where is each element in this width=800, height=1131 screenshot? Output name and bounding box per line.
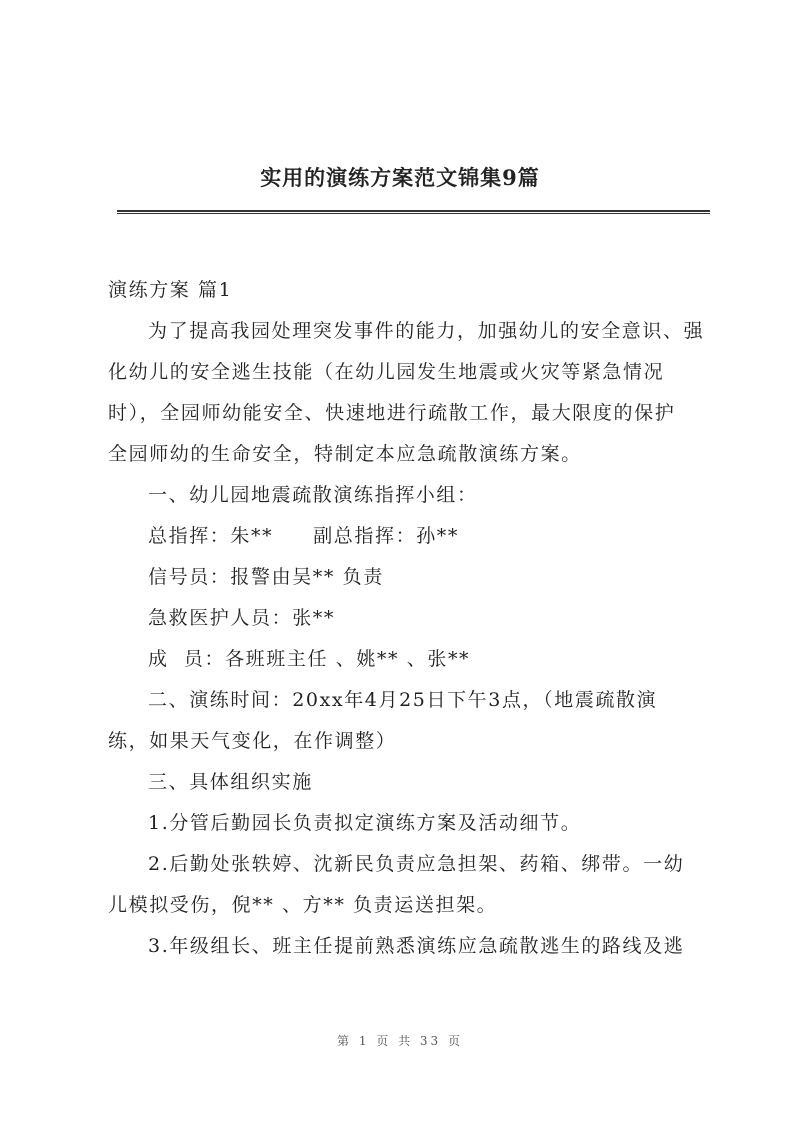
implementation-item-2-line-1: 2.后勤处张轶婷、沈新民负责应急担架、药箱、绑带。一幼 xyxy=(148,853,685,875)
members-line: 成 员：各班班主任 、姚** 、张** xyxy=(148,648,471,670)
implementation-item-3: 3.年级组长、班主任提前熟悉演练应急疏散逃生的路线及逃 xyxy=(148,935,685,957)
signal-line: 信号员：报警由吴** 负责 xyxy=(148,566,384,588)
document-title: 实用的演练方案范文锦集9篇 xyxy=(260,165,540,190)
section-heading: 演练方案 篇1 xyxy=(108,279,233,301)
implementation-heading: 三、具体组织实施 xyxy=(148,771,313,793)
commander-line xyxy=(108,516,708,557)
page-footer: 第 1 页 共 33 页 xyxy=(337,1034,463,1048)
document-body xyxy=(108,270,708,967)
time-line-1: 二、演练时间：20xx年4月25日下午3点，（地震疏散演 xyxy=(148,689,658,711)
intro-line-1: 为了提高我园处理突发事件的能力，加强幼儿的安全意识、强 xyxy=(148,320,705,342)
medical-line: 急救医护人员：张** xyxy=(148,607,336,629)
title-divider xyxy=(117,210,710,214)
commander-text: 总指挥：朱** xyxy=(148,525,274,547)
time-line-2: 练，如果天气变化，在作调整） xyxy=(108,730,397,752)
vice-commander-text: 副总指挥：孙** xyxy=(313,525,460,547)
intro-line-3: 时），全园师幼能安全、快速地进行疏散工作，最大限度的保护 xyxy=(108,402,676,424)
intro-line-4: 全园师幼的生命安全，特制定本应急疏散演练方案。 xyxy=(108,443,582,465)
group-heading: 一、幼儿园地震疏散演练指挥小组： xyxy=(148,484,478,506)
implementation-item-1: 1.分管后勤园长负责拟定演练方案及活动细节。 xyxy=(148,812,582,834)
intro-line-2: 化幼儿的安全逃生技能（在幼儿园发生地震或火灾等紧急情况 xyxy=(108,361,665,383)
implementation-item-2-line-2: 儿模拟受伤，倪** 、方** 负责运送担架。 xyxy=(108,894,498,916)
